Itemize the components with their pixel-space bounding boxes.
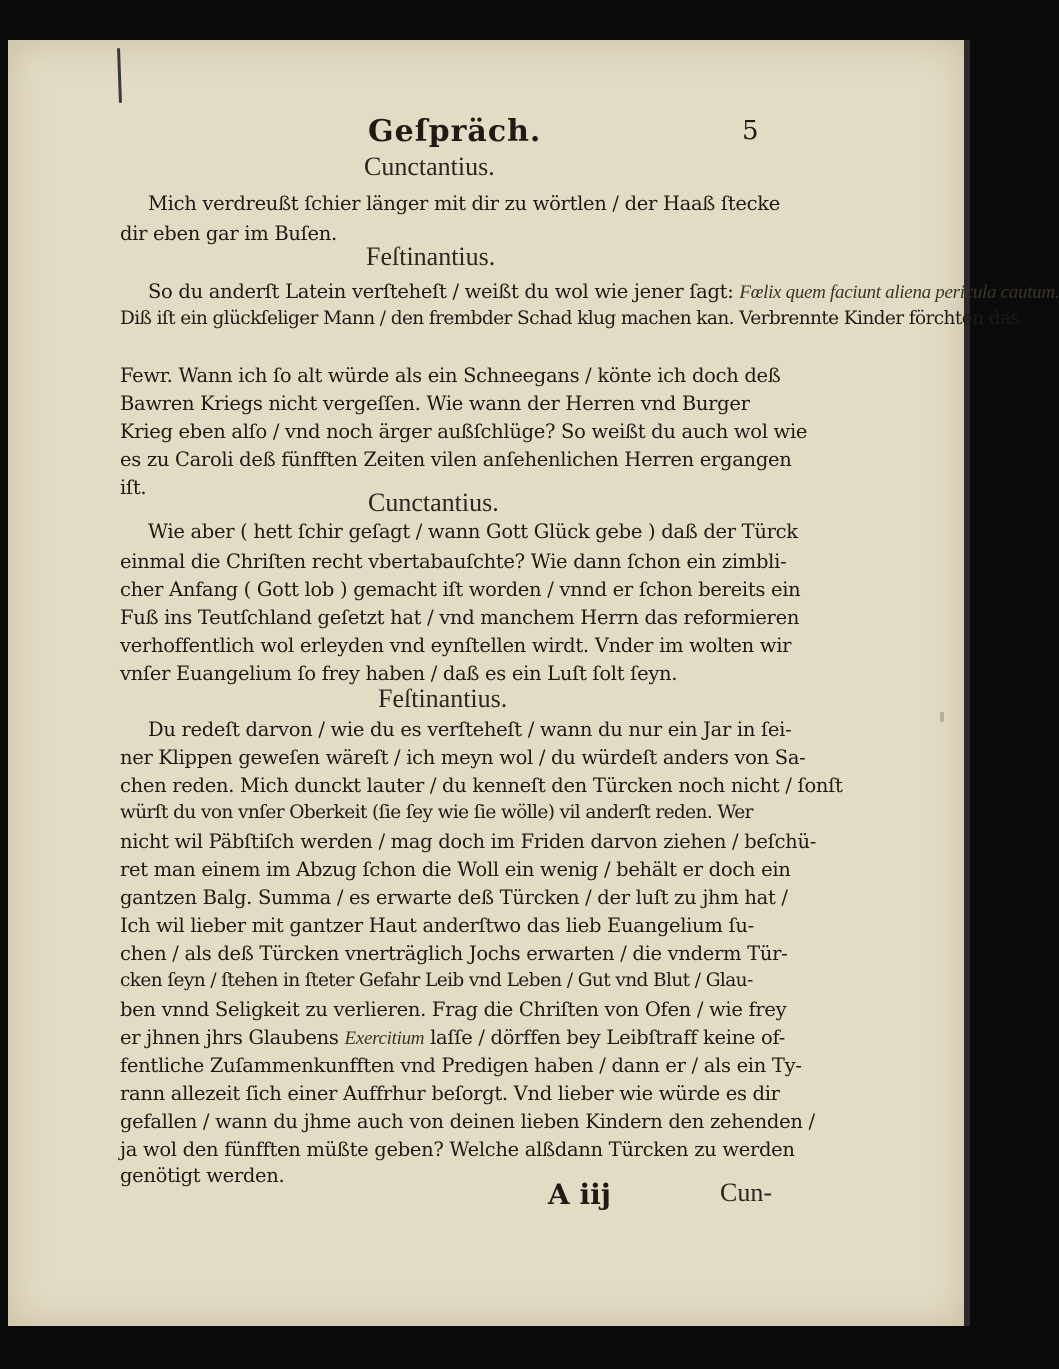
text-line: chen / als deß Türcken vnerträglich Jochs erwarten / die vnderm Tür-: [120, 942, 788, 965]
page-number: 5: [742, 116, 759, 146]
text-line: Krieg eben alſo / vnd noch ärger außſchlüge? So weißt du auch wol wie: [120, 420, 808, 443]
text-line: rann allezeit ſich einer Auffrhur beſorgt. Vnd lieber wie würde es dir: [120, 1082, 780, 1105]
text-line: Mich verdreußt ſchier länger mit dir zu wörtlen / der Haaß ſtecke: [148, 192, 780, 215]
text-line: ja wol den fünfften müßte geben? Welche alßdann Türcken zu werden: [120, 1138, 795, 1161]
text-line: Bawren Kriegs nicht vergeſſen. Wie wann der Herren vnd Burger: [120, 392, 750, 415]
text-line: gantzen Balg. Summa / es erwarte deß Türcken / der luſt zu jhm hat /: [120, 886, 788, 909]
text-line: [120, 1026, 785, 1050]
text-line: Diß iſt ein glückſeliger Mann / den frembder Schad klug machen kan. Verbrennte Kinder förchten das: [120, 308, 1020, 329]
text-line: fentliche Zuſammenkunfften vnd Predigen haben / dann er / als ein Ty-: [120, 1054, 802, 1077]
text-line: einmal die Chriſten recht vbertabauſchte? Wie dann ſchon ein zimbli-: [120, 550, 787, 573]
text-line: Fewr. Wann ich ſo alt würde als ein Schneegans / könte ich doch deß: [120, 364, 781, 387]
text-line: genötigt werden.: [120, 1164, 285, 1187]
running-header-title: Geſpräch.: [368, 114, 542, 149]
latin-quote: Fœlix quem faciunt aliena pericula cautum.: [739, 282, 1059, 303]
text-line: ner Klippen geweſen wäreſt / ich meyn wol / du würdeſt anders von Sa-: [120, 746, 806, 769]
text-line: Ich wil lieber mit gantzer Haut anderſtwo das lieb Euangelium ſu-: [120, 914, 754, 937]
text-line: cher Anfang ( Gott lob ) gemacht iſt worden / vnnd er ſchon bereits ein: [120, 578, 801, 601]
text-line: vnſer Euangelium ſo frey haben / daß es ein Luſt ſolt ſeyn.: [120, 662, 678, 685]
text-span: So du anderſt Latein verſteheſt / weißt du wol wie jener ſagt:: [148, 280, 734, 303]
page-edge-shadow: [964, 40, 970, 1326]
text-line: dir eben gar im Buſen.: [120, 222, 337, 245]
text-line: würſt du von vnſer Oberkeit (ſie ſey wie ſie wölle) vil anderſt reden. Wer: [120, 802, 753, 823]
text-line: Wie aber ( hett ſchir geſagt / wann Gott Glück gebe ) daß der Türck: [148, 520, 798, 543]
text-line: Du redeſt darvon / wie du es verſteheſt / wann du nur ein Jar in ſei-: [148, 718, 792, 741]
text-line: ben vnnd Seligkeit zu verlieren. Frag die Chriſten von Ofen / wie frey: [120, 998, 787, 1021]
text-line: nicht wil Päbſtiſch werden / mag doch im Friden darvon ziehen / beſchü-: [120, 830, 816, 853]
speaker-heading: Feſtinantius.: [378, 684, 508, 713]
text-line: iſt.: [120, 476, 147, 499]
text-span: er jhnen jhrs Glaubens: [120, 1026, 339, 1049]
text-line: gefallen / wann du jhme auch von deinen lieben Kindern den zehenden /: [120, 1110, 815, 1133]
latin-word: Exercitium: [344, 1028, 425, 1049]
speaker-heading: Feſtinantius.: [366, 242, 496, 271]
speaker-heading: Cunctantius.: [368, 488, 499, 517]
signature-mark: A iij: [548, 1178, 611, 1211]
speaker-heading: Cunctantius.: [364, 152, 495, 181]
text-line: chen reden. Mich dunckt lauter / du kenneſt den Türcken noch nicht / ſonſt: [120, 774, 843, 797]
text-line: ret man einem im Abzug ſchon die Woll ein wenig / behält er doch ein: [120, 858, 791, 881]
text-line: verhoffentlich wol erleyden vnd eynſtellen wirdt. Vnder im wolten wir: [120, 634, 792, 657]
text-line: Fuß ins Teutſchland geſetzt hat / vnd manchem Herrn das reformieren: [120, 606, 800, 629]
text-span: laſſe / dörffen bey Leibſtraff keine of-: [430, 1026, 786, 1049]
catchword: Cun-: [720, 1178, 772, 1207]
margin-spot: [940, 712, 944, 722]
text-line: es zu Caroli deß fünfften Zeiten vilen anſehenlichen Herren ergangen: [120, 448, 792, 471]
text-line: [148, 280, 1059, 304]
text-line: cken ſeyn / ſtehen in ſteter Gefahr Leib vnd Leben / Gut vnd Blut / Glau-: [120, 970, 753, 991]
